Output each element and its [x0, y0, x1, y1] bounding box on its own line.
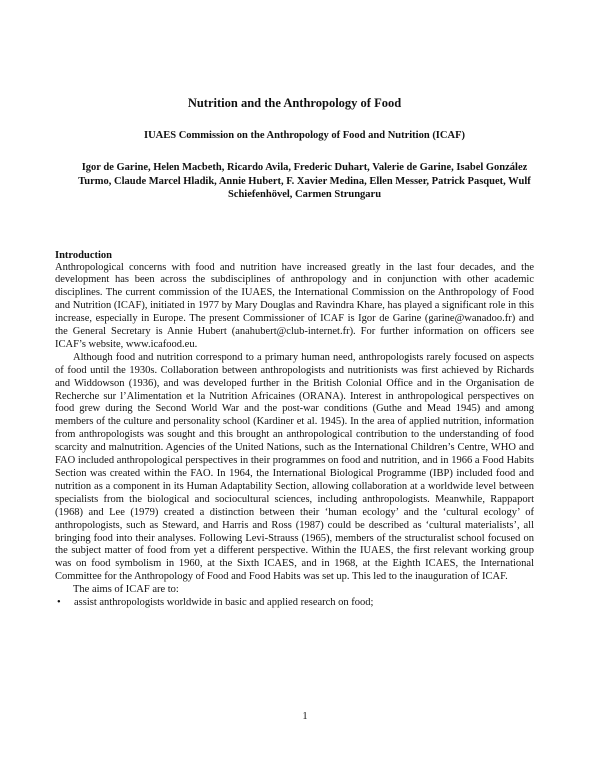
list-item-text: assist anthropologists worldwide in basic and applied research on food; [74, 597, 374, 609]
paragraph-1: Anthropological concerns with food and nutrition have increased greatly in the last four decades, and the development has been across the subdisciplines of anthropology and in conjunction with other academic disciplines. The current commission of the IUAES, the International Commission on the Anthropology of Food and Nutrition (ICAF), initiated in 1977 by Mary Douglas and Ravindra Khare, has played a significant role in this increase, especially in Europe. The present Commissioner of ICAF is Igor de Garine (garine@wanadoo.fr) and the General Secretary is Annie Hubert (anahubert@club-internet.fr). For further information on officers see ICAF’s website, www.icafood.eu. [55, 261, 534, 350]
list-item [55, 597, 534, 610]
page-number: 1 [302, 711, 308, 722]
aims-list [55, 597, 534, 610]
paragraph-2: Although food and nutrition correspond to a primary human need, anthropologists rarely focused on aspects of food until the 1930s. Collaboration between anthropologists and nutritionists was first achieved by Richards and Widdowson (1936), and was developed further in the British Colonial Office and in the Organisation de Recherche sur l’Alimentation et la Nutrition Africaines (ORANA). Interest in anthropological perspectives on food grew during the Second World War and the post-war conditions (Guthe and Mead 1945) and among members of the culture and personality school (Kardiner et al. 1945). In the area of applied nutrition, information from anthropologists was sought and this brought an anthropological contribution to the understanding of food scarcity and malnutrition. Agencies of the United Nations, such as the International Children’s Centre, WHO and FAO included anthropological perspectives in their programmes on food and nutrition, and in 1966 a Food Habits Section was created within the FAO. In 1964, the International Biological Programme (IBP) included food and nutrition as a component in its Human Adaptability Section, allowing collaboration at a worldwide level between specialists from the biological and sociocultural sciences, including anthropologists. Meanwhile, Rappaport (1968) and Lee (1979) created a distinction between their ‘human ecology’ and the ‘cultural ecology’ of anthropologists, such as Steward, and Harris and Ross (1987) could be described as ‘cultural materialists’, all bringing food into their analyses. Following Levi-Strauss (1965), members of the structuralist school focused on the subject matter of food from yet a different perspective. Within the IUAES, the first relevant working group was on food symbolism in 1960, at the Sixth ICAES, and in 1968, at the Eighth ICAES, the International Committee for the Anthropology of Food and Food Habits was set up. This led to the inauguration of ICAF. [55, 351, 534, 583]
paper-title: Nutrition and the Anthropology of Food [187, 96, 402, 110]
bullet-icon: • [57, 597, 61, 609]
paragraph-3: The aims of ICAF are to: [73, 584, 179, 596]
section-heading: Introduction [55, 249, 112, 261]
paper-subtitle: IUAES Commission on the Anthropology of Food and Nutrition (ICAF) [144, 130, 465, 141]
author-list: Igor de Garine, Helen Macbeth, Ricardo Avila, Frederic Duhart, Valerie de Garine, Isabel González Turmo, Claude Marcel Hladik, Annie Hubert, F. Xavier Medina, Ellen Messer, Patrick Pasquet, Wulf Schiefenhövel, Carmen Strungaru [78, 162, 531, 200]
